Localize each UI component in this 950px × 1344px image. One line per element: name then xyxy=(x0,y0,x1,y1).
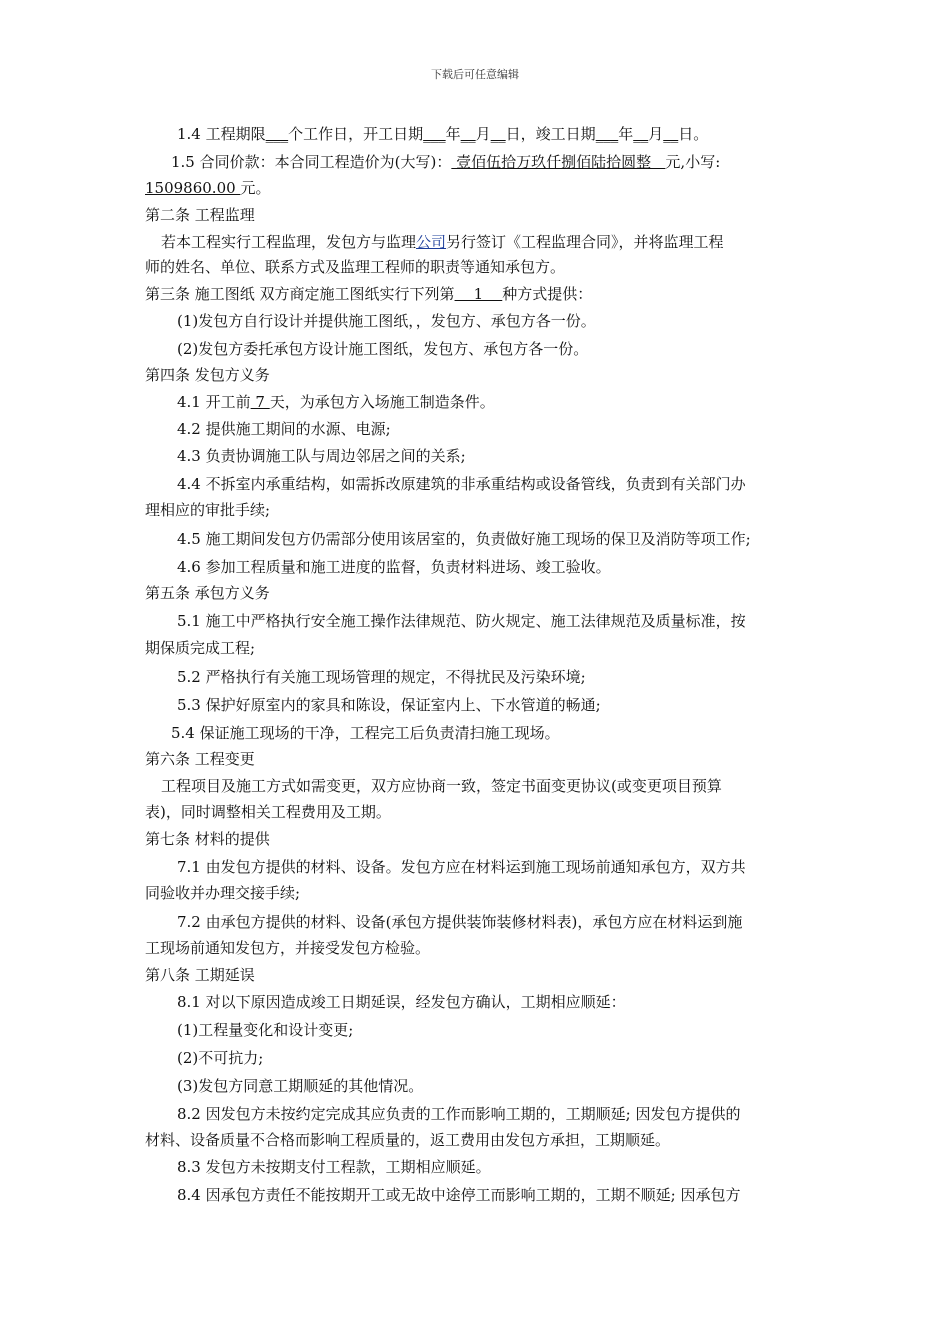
article-2-line-2: 师的姓名、单位、联系方式及监理工程师的职责等通知承包方。 xyxy=(145,258,566,276)
clause-8-1: 8.1 对以下原因造成竣工日期延误，经发包方确认，工期相应顺延： xyxy=(177,993,626,1011)
article-3-item-2: (2)发包方委托承包方设计施工图纸，发包方、承包方各一份。 xyxy=(177,340,589,358)
clause-8-2-cont: 材料、设备质量不合格而影响工程质量的，返工费用由发包方承担，工期顺延。 xyxy=(145,1131,671,1149)
clause-text: 日，竣工日期 xyxy=(505,125,596,143)
article-6-title: 第六条 工程变更 xyxy=(145,750,255,768)
clause-text: 年 xyxy=(618,125,634,143)
clause-8-1-item-1: (1)工程量变化和设计变更; xyxy=(177,1021,354,1039)
clause-text: 月 xyxy=(475,125,491,143)
clause-text: 月 xyxy=(648,125,664,143)
clause-text: 种方式提供： xyxy=(502,285,593,303)
clause-7-1: 7.1 由发包方提供的材料、设备。发包方应在材料运到施工现场前通知承包方，双方共 xyxy=(177,858,746,876)
clause-5-2: 5.2 严格执行有关施工现场管理的规定，不得扰民及污染环境; xyxy=(177,668,586,686)
article-3-title xyxy=(145,284,592,304)
article-2-line-1 xyxy=(161,232,724,252)
price-in-words: 壹佰伍拾万玖仟捌佰陆拾圆整 xyxy=(451,153,666,171)
clause-4-2: 4.2 提供施工期间的水源、电源; xyxy=(177,420,391,438)
blank-start-day: __ xyxy=(490,125,506,143)
clause-8-2: 8.2 因发包方未按约定完成其应负责的工作而影响工期的，工期顺延; 因发包方提供的 xyxy=(177,1105,741,1123)
price-in-figures: 1509860.00 xyxy=(145,179,241,197)
clause-8-1-item-2: (2)不可抗力; xyxy=(177,1049,264,1067)
article-8-title: 第八条 工期延误 xyxy=(145,966,255,984)
clause-text: 个工作日，开工日期 xyxy=(288,125,424,143)
clause-7-2-cont: 工现场前通知发包方，并接受发包方检验。 xyxy=(145,939,431,957)
clause-1-5 xyxy=(171,152,720,172)
clause-4-3: 4.3 负责协调施工队与周边邻居之间的关系; xyxy=(177,447,466,465)
clause-5-4: 5.4 保证施工现场的干净，工程完工后负责清扫施工现场。 xyxy=(171,724,560,742)
clause-text: 天，为承包方入场施工制造条件。 xyxy=(269,393,495,411)
clause-text: 年 xyxy=(445,125,461,143)
article-5-title: 第五条 承包方义务 xyxy=(145,584,270,602)
article-6-line-1: 工程项目及施工方式如需变更，双方应协商一致，签定书面变更协议(或变更项目预算 xyxy=(161,777,722,795)
clause-1-5-cont xyxy=(145,178,270,198)
clause-4-6: 4.6 参加工程质量和施工进度的监督，负责材料进场、竣工验收。 xyxy=(177,558,611,576)
blank-end-year: ___ xyxy=(595,125,619,143)
article-3-item-1: (1)发包方自行设计并提供施工图纸，，发包方、承包方各一份。 xyxy=(177,312,596,330)
article-7-title: 第七条 材料的提供 xyxy=(145,830,270,848)
page-header: 下载后可任意编辑 xyxy=(431,68,519,81)
blank-start-month: __ xyxy=(460,125,476,143)
article-2-title: 第二条 工程监理 xyxy=(145,206,255,224)
blank-method: 1 xyxy=(454,285,503,303)
clause-text: 4.1 开工前 xyxy=(177,393,251,411)
clause-4-4-cont: 理相应的审批手续; xyxy=(145,501,271,519)
clause-text: 若本工程实行工程监理，发包方与监理 xyxy=(161,233,417,251)
clause-text: 另行签订《工程监理合同》，并将监理工程 xyxy=(446,233,724,251)
clause-8-4: 8.4 因承包方责任不能按期开工或无故中途停工而影响工期的，工期不顺延; 因承包方 xyxy=(177,1186,741,1204)
article-4-title: 第四条 发包方义务 xyxy=(145,366,270,384)
blank-end-month: __ xyxy=(633,125,649,143)
clause-1-4 xyxy=(177,124,708,144)
blank-start-year: ___ xyxy=(423,125,446,143)
clause-text: 元,小写: xyxy=(665,153,721,171)
clause-7-2: 7.2 由承包方提供的材料、设备(承包方提供装饰装修材料表)，承包方应在材料运到施 xyxy=(177,913,743,931)
company-link[interactable]: 公司 xyxy=(416,233,447,251)
clause-5-3: 5.3 保护好原室内的家具和陈设，保证室内上、下水管道的畅通; xyxy=(177,696,601,714)
blank-days: ___ xyxy=(265,125,289,143)
clause-8-3: 8.3 发包方未按期支付工程款，工期相应顺延。 xyxy=(177,1158,491,1176)
clause-text: 日。 xyxy=(678,125,709,143)
clause-4-5: 4.5 施工期间发包方仍需部分使用该居室的，负责做好施工现场的保卫及消防等项工作; xyxy=(177,530,751,548)
clause-4-1 xyxy=(177,392,495,412)
blank-days-before: 7 xyxy=(250,393,270,411)
clause-7-1-cont: 同验收并办理交接手续; xyxy=(145,884,301,902)
blank-end-day: __ xyxy=(663,125,679,143)
clause-4-4: 4.4 不拆室内承重结构，如需拆改原建筑的非承重结构或设备管线，负责到有关部门办 xyxy=(177,475,746,493)
clause-text: 元。 xyxy=(240,179,271,197)
clause-5-1: 5.1 施工中严格执行安全施工操作法律规范、防火规定、施工法律规范及质量标准，按 xyxy=(177,612,746,630)
clause-5-1-cont: 期保质完成工程; xyxy=(145,639,256,657)
clause-8-1-item-3: (3)发包方同意工期顺延的其他情况。 xyxy=(177,1077,424,1095)
clause-text: 第三条 施工图纸 双方商定施工图纸实行下列第 xyxy=(145,285,455,303)
clause-text: 1.4 工程期限 xyxy=(177,125,266,143)
article-6-line-2: 表)，同时调整相关工程费用及工期。 xyxy=(145,803,391,821)
clause-text: 1.5 合同价款：本合同工程造价为(大写)： xyxy=(171,153,452,171)
